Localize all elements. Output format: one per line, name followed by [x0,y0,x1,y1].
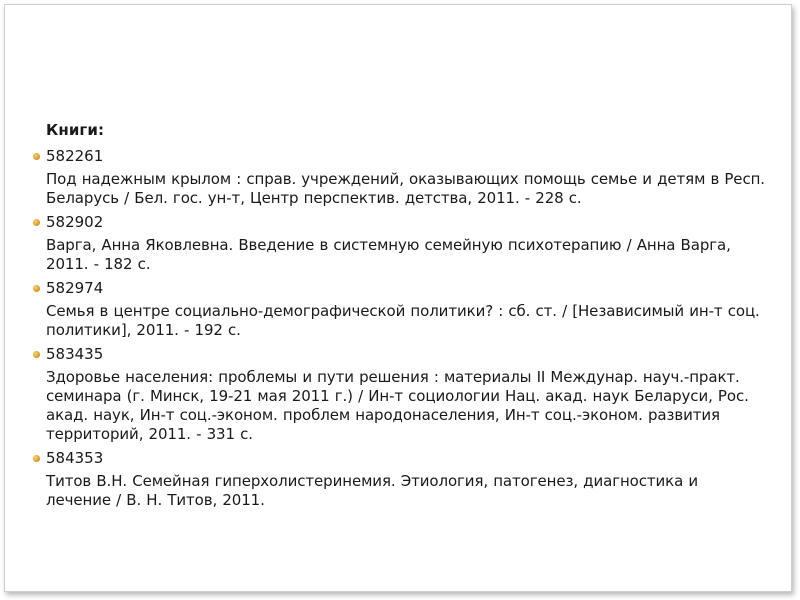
entry-citation: Семья в центре социально-демографической политики? : сб. ст. / [Независимый ин-т соц. политики], 2011. - 192 с. [46,302,760,339]
entry-number: 584353 [46,449,104,467]
entry-number: 582974 [46,279,104,297]
entry-citation: Здоровье населения: проблемы и пути решения : материалы II Междунар. науч.-практ. семинара (г. Минск, 19-21 мая 2011 г.) / Ин-т социологии Нац. акад. наук Беларуси, Рос. акад. наук, Ин-т соц.-эконом. проблем народонаселения, Ин-т соц.-эконом. развития территорий, 2011. - 331 с. [46,368,749,443]
bullet-icon [33,285,40,292]
entry-number-row [33,343,768,365]
list-item [33,211,768,274]
bullet-icon [33,455,40,462]
entry-citation: Варга, Анна Яковлевна. Введение в системную семейную психотерапию / Анна Варга, 2011. - 182 с. [46,236,731,273]
slide [4,4,792,592]
page-title: Книги: [46,121,105,139]
bullet-icon [33,351,40,358]
list-item [33,145,768,208]
bullet-icon [33,153,40,160]
entry-citation: Титов В.Н. Семейная гиперхолистеринемия. Этиология, патогенез, диагностика и лечение / В. Н. Титов, 2011. [46,472,699,509]
list-item [33,343,768,444]
entry-number-row [33,277,768,299]
entry-number-row [33,211,768,233]
list-item [33,447,768,510]
entry-citation: Под надежным крылом : справ. учреждений, оказывающих помощь семье и детям в Респ. Беларусь / Бел. гос. ун-т, Центр перспектив. детства, 2011. - 228 с. [46,170,765,207]
entry-number: 582261 [46,147,104,165]
entry-number: 582902 [46,213,104,231]
bullet-icon [33,219,40,226]
book-list [33,145,768,513]
entry-number-row [33,145,768,167]
entry-number-row [33,447,768,469]
entry-number: 583435 [46,345,104,363]
list-item [33,277,768,340]
